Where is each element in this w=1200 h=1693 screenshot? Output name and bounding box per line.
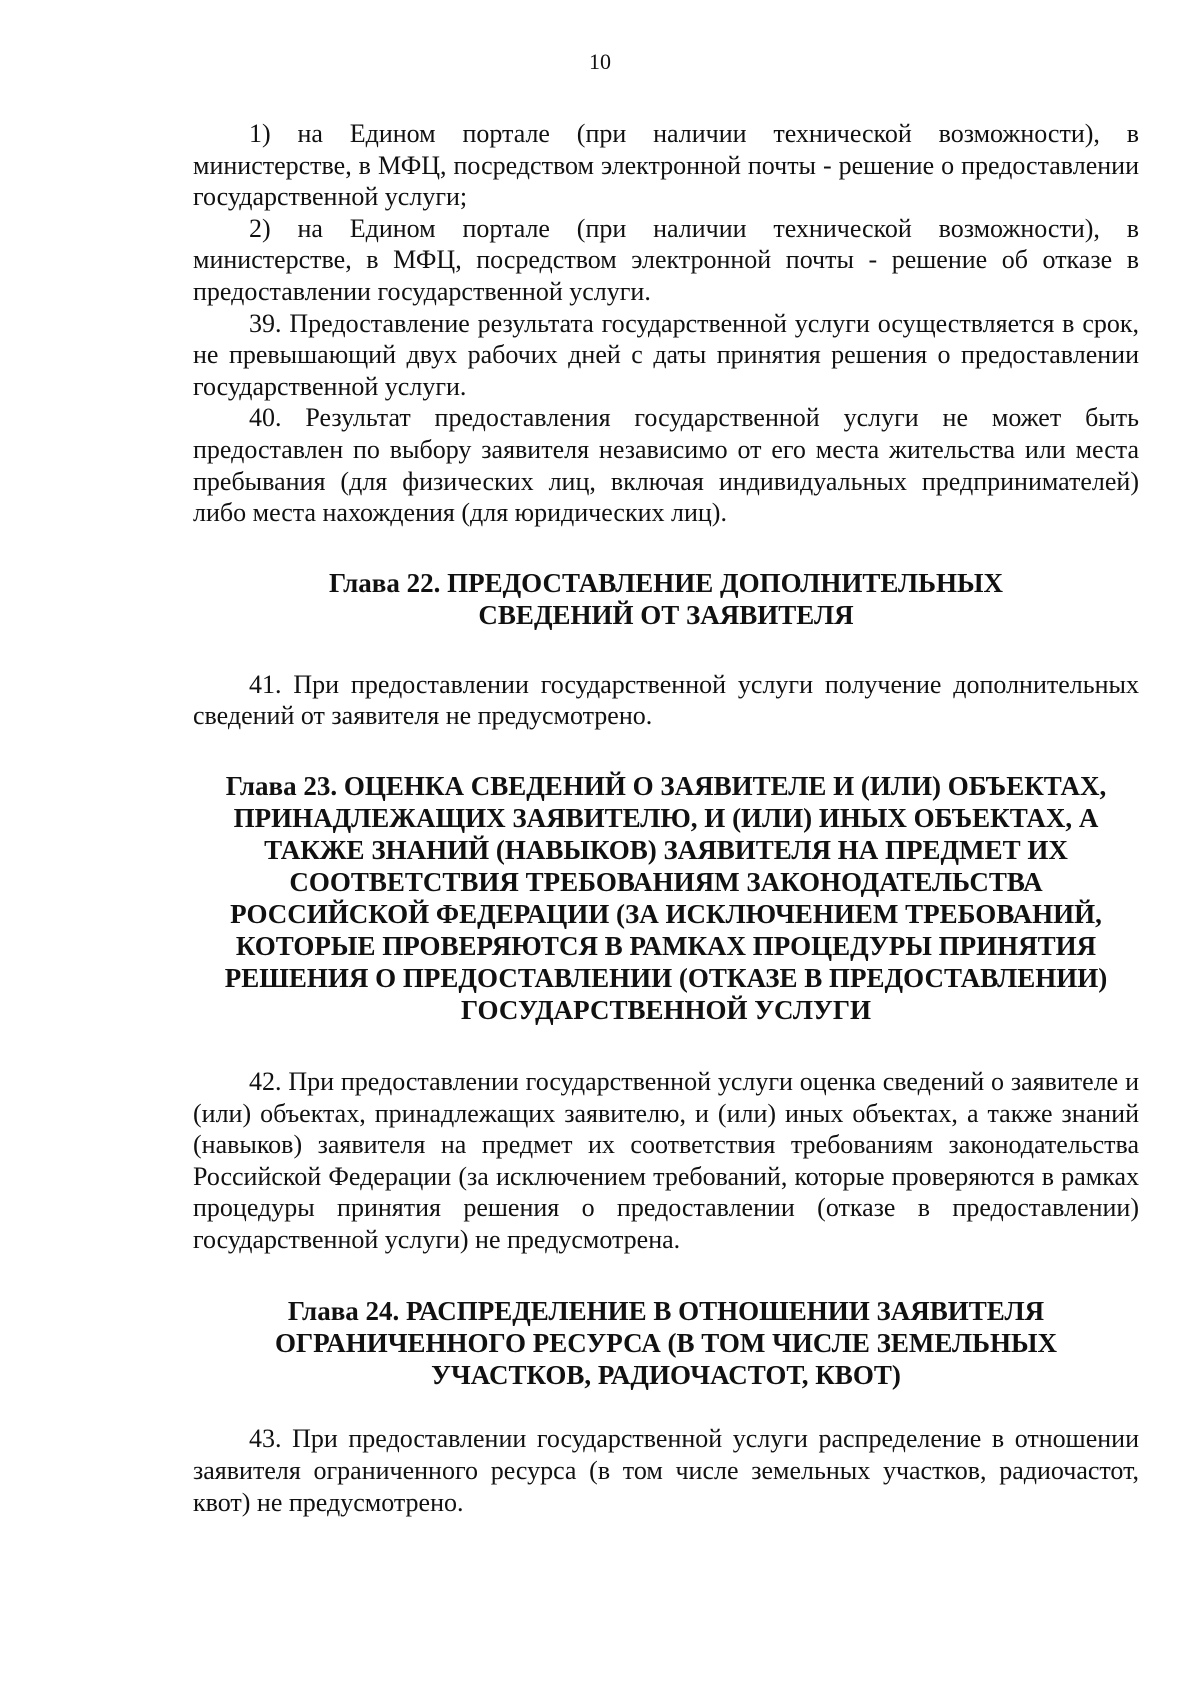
- paragraph-item-2: 2) на Едином портале (при наличии технической возможности), в министерстве, в МФЦ, посредством электронной почты - решение об отказе в предоставлении государственной услуги.: [193, 213, 1139, 306]
- paragraph-item-1: 1) на Едином портале (при наличии технической возможности), в министерстве, в МФЦ, посредством электронной почты - решение о предоставлении государственной услуги;: [193, 119, 1139, 212]
- paragraph-42: 42. При предоставлении государственной услуги оценка сведений о заявителе и (или) объектах, принадлежащих заявителю, и (или) иных объектах, а также знаний (навыков) заявителя на предмет их соответствия требованиям законодательства Российской Федерации (за исключением требований, которые проверяются в рамках процедуры принятия решения о предоставлении (отказе в предоставлении) государственной услуги) не предусмотрена.: [193, 1066, 1139, 1254]
- chapter-23-heading: Глава 23. ОЦЕНКА СВЕДЕНИЙ О ЗАЯВИТЕЛЕ И (ИЛИ) ОБЪЕКТАХ, ПРИНАДЛЕЖАЩИХ ЗАЯВИТЕЛЮ, И (ИЛИ) ИНЫХ ОБЪЕКТАХ, А ТАКЖЕ ЗНАНИЙ (НАВЫКОВ) ЗАЯВИТЕЛЯ НА ПРЕДМЕТ ИХ СООТВЕТСТВИЯ ТРЕБОВАНИЯМ ЗАКОНОДАТЕЛЬСТВА РОССИЙСКОЙ ФЕДЕРАЦИИ (ЗА ИСКЛЮЧЕНИЕМ ТРЕБОВАНИЙ, КОТОРЫЕ ПРОВЕРЯЮТСЯ В РАМКАХ ПРОЦЕДУРЫ ПРИНЯТИЯ РЕШЕНИЯ О ПРЕДОСТАВЛЕНИИ (ОТКАЗЕ В ПРЕДОСТАВЛЕНИИ) ГОСУДАРСТВЕННОЙ УСЛУГИ: [224, 770, 1108, 1025]
- page-number: 10: [589, 49, 611, 74]
- document-body: [193, 118, 1139, 1518]
- paragraph-40: 40. Результат предоставления государственной услуги не может быть предоставлен по выбору заявителя независимо от его места жительства или места пребывания (для физических лиц, включая индивидуальных предпринимателей) либо места нахождения (для юридических лиц).: [193, 403, 1139, 528]
- paragraph-41: 41. При предоставлении государственной услуги получение дополнительных сведений от заявителя не предусмотрено.: [193, 669, 1139, 731]
- paragraph-39: 39. Предоставление результата государственной услуги осуществляется в срок, не превышающий двух рабочих дней с даты принятия решения о предоставлении государственной услуги.: [193, 308, 1139, 401]
- chapter-24-heading: Глава 24. РАСПРЕДЕЛЕНИЕ В ОТНОШЕНИИ ЗАЯВИТЕЛЯ ОГРАНИЧЕННОГО РЕСУРСА (В ТОМ ЧИСЛЕ ЗЕМЕЛЬНЫХ УЧАСТКОВ, РАДИОЧАСТОТ, КВОТ): [274, 1296, 1058, 1391]
- paragraph-43: 43. При предоставлении государственной услуги распределение в отношении заявителя ограниченного ресурса (в том числе земельных участков, радиочастот, квот) не предусмотрено.: [193, 1424, 1139, 1517]
- chapter-22-heading: Глава 22. ПРЕДОСТАВЛЕНИЕ ДОПОЛНИТЕЛЬНЫХ СВЕДЕНИЙ ОТ ЗАЯВИТЕЛЯ: [328, 567, 1004, 630]
